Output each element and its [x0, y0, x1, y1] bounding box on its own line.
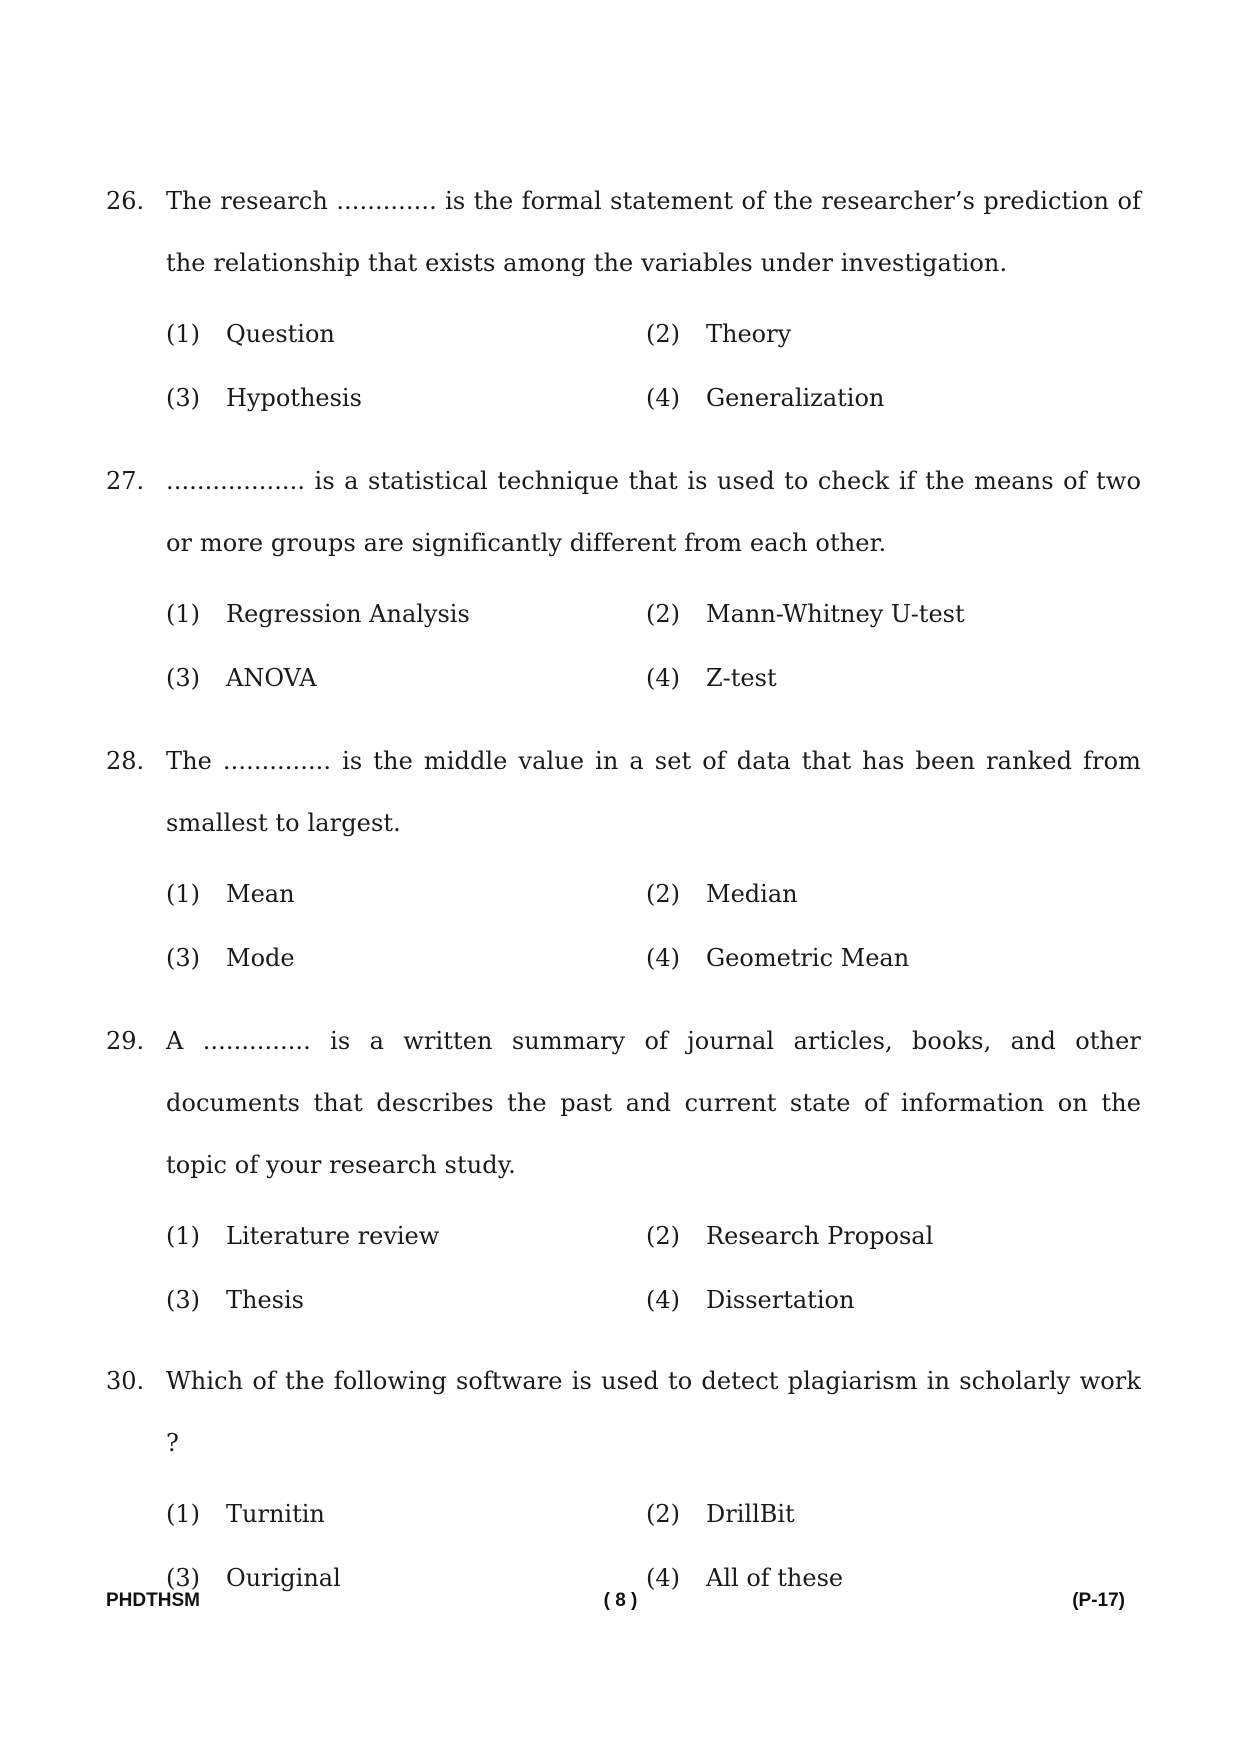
- option-2: (2) Theory: [646, 320, 792, 348]
- option-2: (2) Median: [646, 880, 798, 908]
- option-4: (4) All of these: [646, 1564, 844, 1592]
- question-27: [106, 450, 1141, 710]
- footer-set-code: (P-17): [1072, 1590, 1125, 1611]
- question-28: [106, 730, 1141, 990]
- question-text: Which of the following software is used to detect plagiarism in scholarly work ?: [166, 1367, 1141, 1457]
- question-29: [106, 1010, 1141, 1332]
- option-4: (4) Dissertation: [646, 1286, 855, 1314]
- question-text: The research ............. is the formal statement of the researcher’s prediction of the relationship that exists among the variables under investigation.: [166, 187, 1141, 277]
- options: [166, 582, 1141, 710]
- options: [166, 1204, 1141, 1332]
- question-text: The .............. is the middle value in a set of data that has been ranked from smallest to largest.: [166, 747, 1141, 837]
- question-number: 26.: [106, 187, 145, 215]
- option-1: (1) Literature review: [166, 1222, 440, 1250]
- footer-page-number: ( 8 ): [603, 1590, 638, 1611]
- question-number: 29.: [106, 1027, 145, 1055]
- question-number: 30.: [106, 1367, 145, 1395]
- option-2: (2) DrillBit: [646, 1500, 795, 1528]
- question-text: .................. is a statistical technique that is used to check if the means of two or more groups are significantly different from each other.: [166, 467, 1141, 557]
- option-2: (2) Research Proposal: [646, 1222, 934, 1250]
- option-3: (3) Ouriginal: [166, 1564, 341, 1592]
- question-30: [106, 1350, 1141, 1610]
- option-4: (4) Z-test: [646, 664, 777, 692]
- question-26: [106, 170, 1141, 430]
- option-4: (4) Geometric Mean: [646, 944, 910, 972]
- option-3: (3) Hypothesis: [166, 384, 362, 412]
- option-1: (1) Mean: [166, 880, 295, 908]
- option-1: (1) Regression Analysis: [166, 600, 470, 628]
- options: [166, 302, 1141, 430]
- footer-paper-code: PHDTHSM: [106, 1590, 200, 1611]
- option-3: (3) ANOVA: [166, 664, 317, 692]
- question-number: 28.: [106, 747, 145, 775]
- option-4: (4) Generalization: [646, 384, 885, 412]
- option-3: (3) Thesis: [166, 1286, 304, 1314]
- question-text: A .............. is a written summary of journal articles, books, and other documents that describes the past and current state of information on the topic of your research study.: [166, 1027, 1141, 1179]
- option-2: (2) Mann-Whitney U-test: [646, 600, 965, 628]
- question-number: 27.: [106, 467, 145, 495]
- option-1: (1) Question: [166, 320, 335, 348]
- option-3: (3) Mode: [166, 944, 295, 972]
- options: [166, 862, 1141, 990]
- option-1: (1) Turnitin: [166, 1500, 325, 1528]
